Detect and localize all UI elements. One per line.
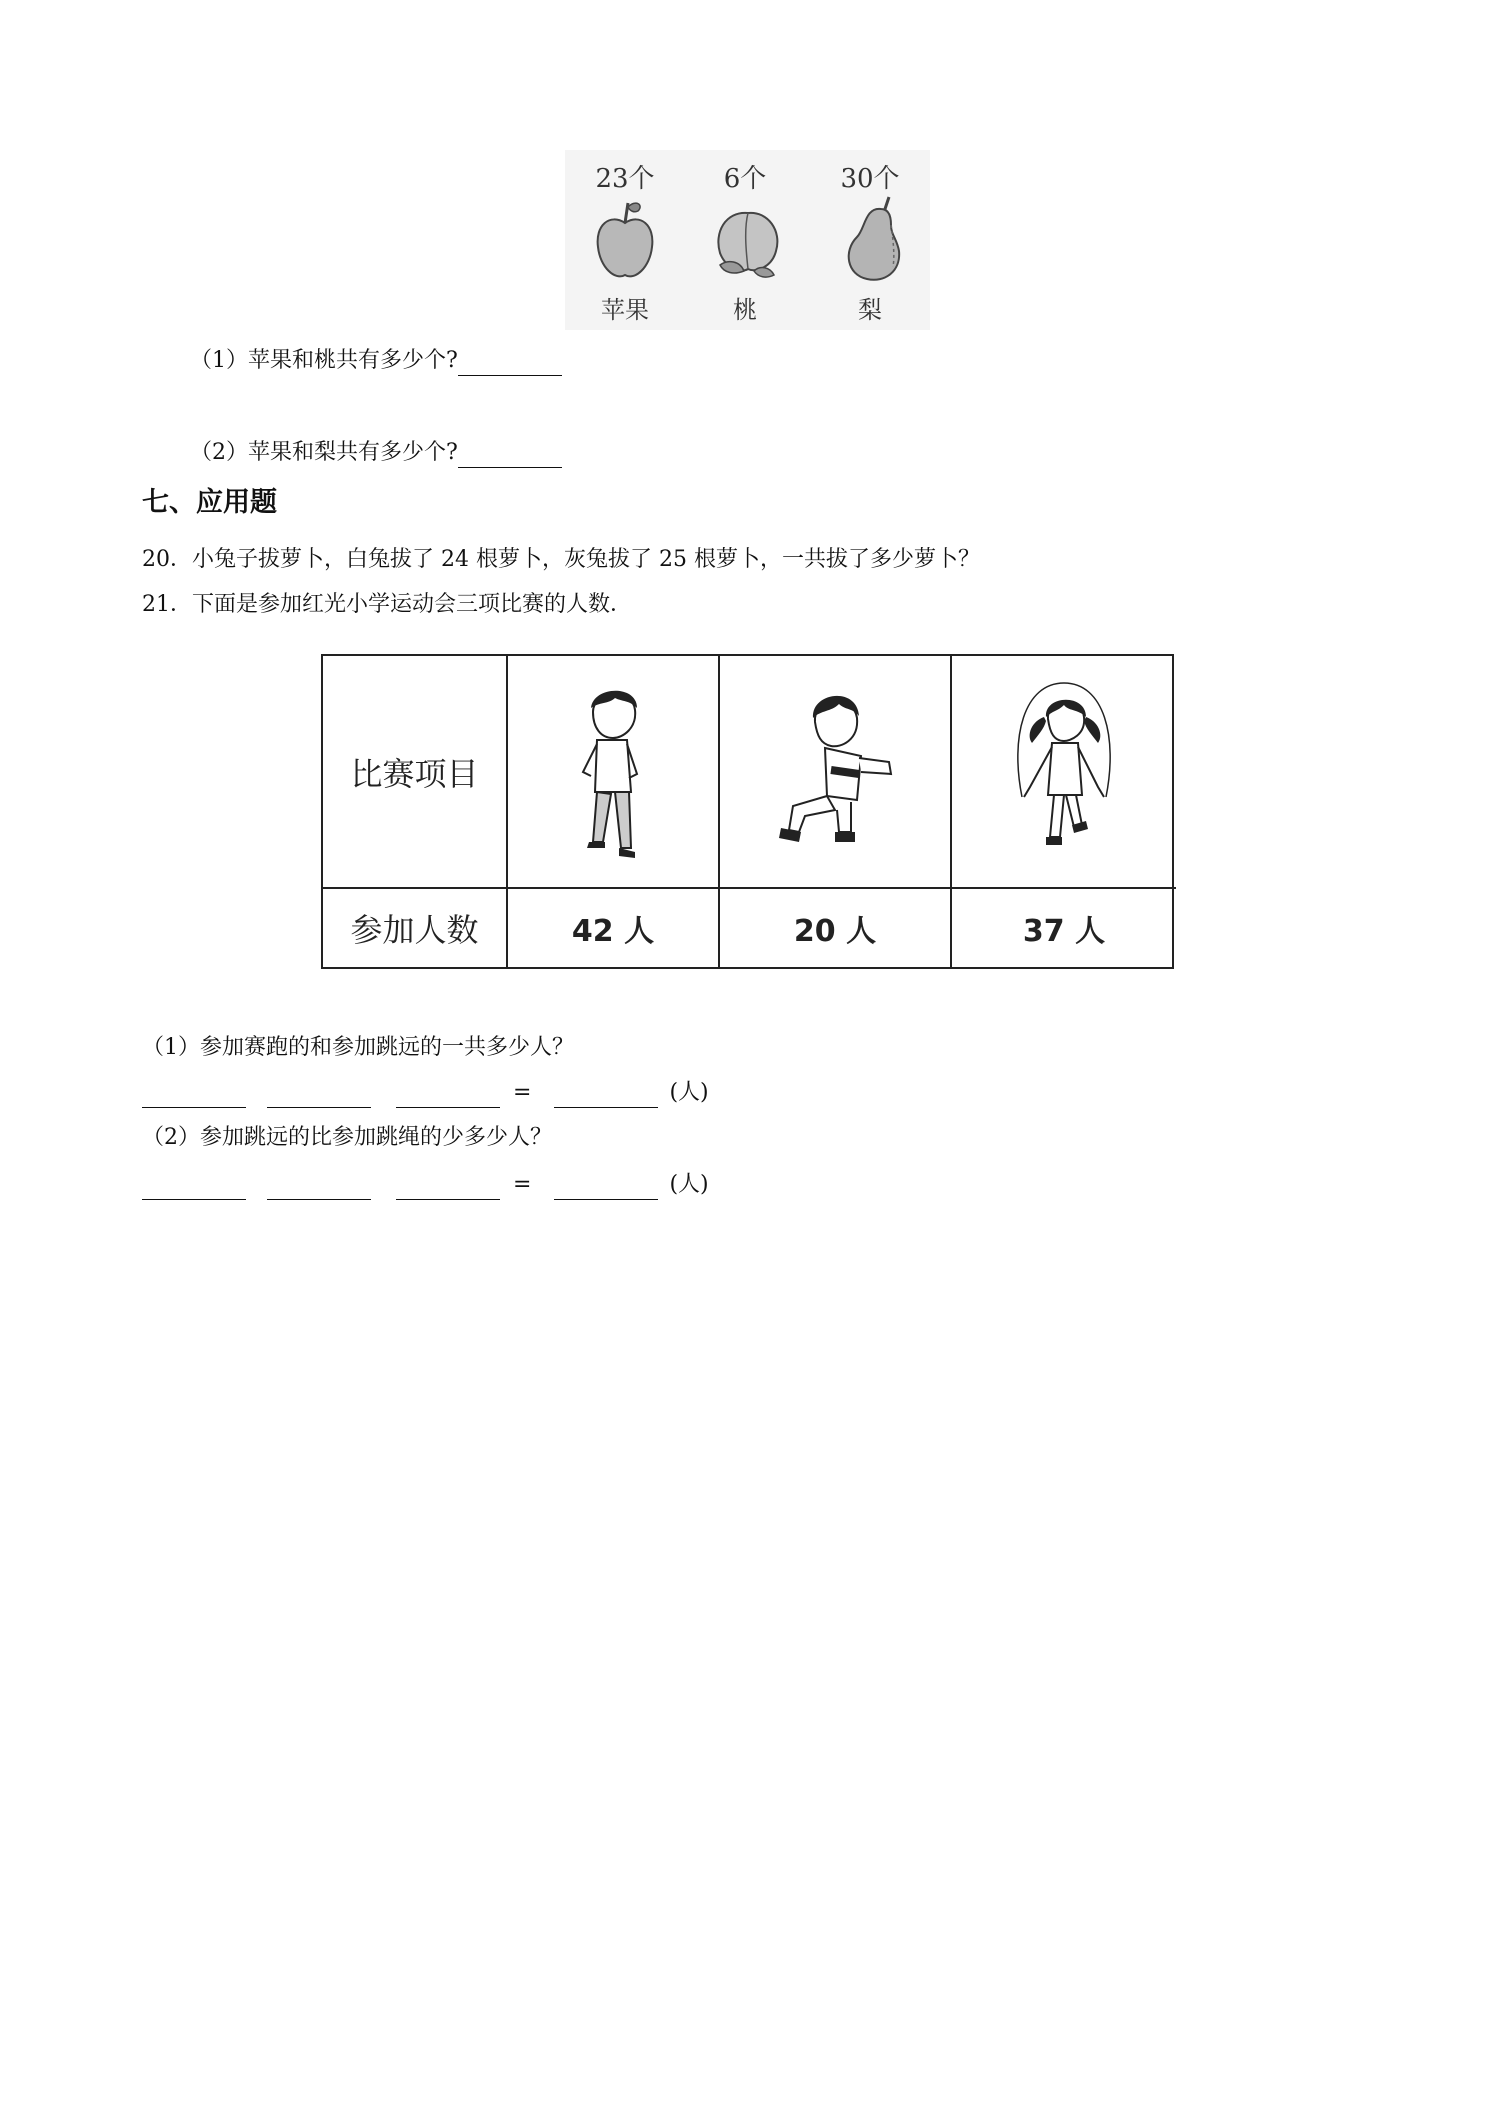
- fruit-count: 23个: [595, 164, 655, 194]
- peach-icon: [710, 195, 785, 285]
- fruit-apple: [565, 150, 685, 330]
- fruit-name: 苹果: [601, 296, 649, 324]
- fruit-count: 6个: [723, 164, 767, 194]
- fruit-name: 梨: [858, 296, 882, 324]
- answer-blank[interactable]: [554, 1175, 658, 1200]
- table-event-jump-rope: [952, 656, 1176, 889]
- fruit-figure: [565, 150, 930, 330]
- fruit-peach: [685, 150, 805, 330]
- pear-icon: [835, 195, 910, 290]
- q21-sub1: （1）参加赛跑的和参加跳远的一共多少人？: [142, 1035, 574, 1060]
- q21-text: 21．下面是参加红光小学运动会三项比赛的人数．: [142, 592, 632, 617]
- fruit-count: 30个: [840, 164, 900, 194]
- q19-sub2-text: （2）苹果和梨共有多少个?: [190, 440, 458, 465]
- table-count-jump-rope: 37 人: [1022, 914, 1106, 949]
- q19-sub1-text: （1）苹果和桃共有多少个?: [190, 348, 458, 373]
- q21-sub2: （2）参加跳远的比参加跳绳的少多少人？: [142, 1125, 552, 1150]
- answer-blank[interactable]: [267, 1175, 371, 1200]
- long-jump-boy-icon: [765, 682, 905, 862]
- answer-blank[interactable]: [142, 1175, 246, 1200]
- q21-sub1-equation: [142, 1078, 709, 1108]
- fruit-pear: [810, 150, 930, 330]
- unit-label: (人): [669, 1080, 709, 1105]
- table-count-running: 42 人: [508, 889, 720, 967]
- answer-blank[interactable]: [554, 1083, 658, 1108]
- table-row1-label: 比赛项目: [323, 656, 508, 889]
- jump-rope-girl-icon: [1004, 677, 1124, 867]
- table-event-long-jump: [720, 656, 952, 889]
- section-title: 七、应用题: [142, 487, 277, 518]
- sports-table: [321, 654, 1174, 969]
- fruit-name: 桃: [733, 296, 757, 324]
- answer-blank[interactable]: [142, 1083, 246, 1108]
- equals-sign: =: [513, 1080, 532, 1105]
- table-event-running: [508, 656, 720, 889]
- answer-blank[interactable]: [458, 351, 562, 376]
- running-boy-icon: [563, 682, 663, 862]
- answer-blank[interactable]: [267, 1083, 371, 1108]
- answer-blank[interactable]: [396, 1083, 500, 1108]
- q19-sub1: [190, 346, 562, 376]
- q20-text: 20．小兔子拔萝卜，白兔拔了 24 根萝卜，灰兔拔了 25 根萝卜，一共拔了多少萝卜？: [142, 547, 980, 572]
- table-row2-label: 参加人数: [323, 889, 508, 967]
- unit-label: (人): [669, 1172, 709, 1197]
- q19-sub2: [190, 438, 562, 468]
- answer-blank[interactable]: [396, 1175, 500, 1200]
- table-count-long-jump: 20 人: [720, 889, 952, 967]
- answer-blank[interactable]: [458, 443, 562, 468]
- q21-sub2-equation: [142, 1170, 709, 1200]
- equals-sign: =: [513, 1172, 532, 1197]
- apple-icon: [590, 195, 660, 285]
